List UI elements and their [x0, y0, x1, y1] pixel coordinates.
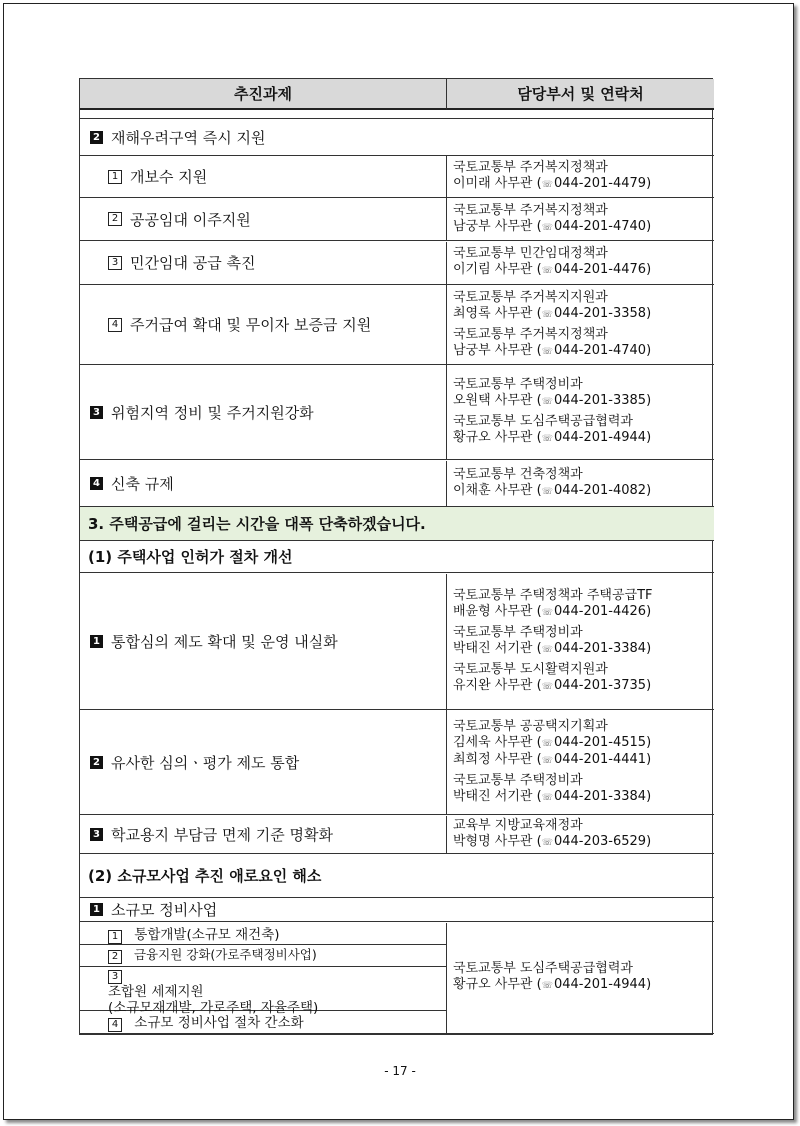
phone-icon: ☏	[541, 738, 553, 749]
contact-person: 남궁부 사무관	[453, 342, 533, 358]
item-c1	[80, 898, 714, 922]
contact-dept: 국토교통부 도심주택공급협력과	[453, 961, 633, 977]
contact-phone: 044-201-4740	[553, 342, 647, 358]
contact-phone: 044-201-3384	[553, 640, 647, 656]
sub-item-4	[80, 285, 447, 365]
box-number-icon: 4	[108, 1018, 122, 1032]
contact-person: 배윤형 사무관	[453, 603, 533, 619]
contact-block: 국토교통부 도심주택공급협력과 황규오 사무관 (☏044-201-4944)	[453, 414, 714, 447]
item-label: 유사한 심의ㆍ평가 제도 통합	[111, 753, 300, 772]
contact-block: 국토교통부 민간임대정책과 이기림 사무관 (☏044-201-4476)	[453, 246, 714, 279]
contact-person: 오원택 사무관	[453, 393, 533, 409]
phone-icon: ☏	[541, 434, 553, 445]
phone-icon: ☏	[541, 222, 553, 233]
contact-block: 국토교통부 주거복지정책과 남궁부 사무관 (☏044-201-4740)	[453, 327, 714, 360]
contact-person: 남궁부 사무관	[453, 218, 533, 234]
square-number-icon: 4	[90, 477, 103, 490]
contact-dept: 국토교통부 주거복지지원과	[453, 289, 608, 305]
contact-person: 황규오 사무관	[453, 977, 533, 993]
contact-dept: 국토교통부 도시활력지원과	[453, 661, 608, 677]
square-number-icon: 3	[90, 828, 103, 841]
sub-item-label-detail: (소규모재개발, 가로주택, 자율주택)	[108, 1000, 319, 1017]
item-label: 통합심의 제도 확대 및 운영 내실화	[111, 632, 338, 651]
item-label: 학교용지 부담금 면제 기준 명확화	[111, 825, 333, 844]
contact-cell	[447, 198, 714, 241]
phone-icon: ☏	[541, 486, 553, 497]
contact-phone: 044-201-4426	[553, 603, 647, 619]
contact-dept: 국토교통부 주택정비과	[453, 624, 583, 640]
box-number-icon: 3	[108, 970, 122, 984]
contact-person: 박형명 사무관	[453, 833, 533, 849]
contact-phone: 044-201-3384	[553, 788, 647, 804]
sub-item-label: 소규모 정비사업 절차 간소화	[134, 1015, 304, 1032]
section-title-label: 3. 주택공급에 걸리는 시간을 대폭 단축하겠습니다.	[88, 515, 426, 534]
item-title-2	[80, 120, 714, 156]
item-b1	[80, 574, 447, 710]
contact-cell	[447, 574, 714, 710]
phone-icon: ☏	[541, 837, 553, 848]
sub-item-label: 개보수 지원	[130, 168, 208, 187]
contact-phone: 044-201-4944	[553, 977, 647, 993]
subsection-title-1	[80, 541, 714, 573]
contact-phone: 044-201-3358	[553, 305, 647, 321]
contact-block: 국토교통부 주거복지정책과 남궁부 사무관 (☏044-201-4740)	[453, 203, 714, 236]
sub-item-label: 민간임대 공급 촉진	[130, 254, 256, 273]
sub-items-group	[80, 923, 447, 1034]
contact-cell	[447, 710, 714, 815]
contact-person: 유지완 사무관	[453, 677, 533, 693]
contact-block: 국토교통부 주거복지정책과 이미래 사무관 (☏044-201-4479)	[453, 160, 714, 193]
contact-phone: 044-201-4740	[553, 218, 647, 234]
contact-cell	[447, 923, 714, 1034]
sub-item-label: 통합개발(소규모 재건축)	[134, 926, 280, 943]
contact-phone: 044-201-4082	[553, 482, 647, 498]
header-contact	[447, 79, 714, 110]
section-title	[80, 507, 714, 541]
contact-block: 국토교통부 건축정책과 이채훈 사무관 (☏044-201-4082)	[453, 467, 714, 500]
contact-dept: 국토교통부 민간임대정책과	[453, 246, 608, 262]
sub-item-1	[80, 156, 447, 198]
square-number-icon: 1	[90, 635, 103, 648]
contact-dept: 국토교통부 주거복지정책과	[453, 160, 608, 176]
contact-phone: 044-201-3735	[553, 677, 647, 693]
contact-person: 이기림 사무관	[453, 262, 533, 278]
phone-icon: ☏	[541, 266, 553, 277]
contact-block: 국토교통부 도심주택공급협력과 황규오 사무관 (☏044-201-4944)	[453, 961, 714, 994]
contact-dept: 교육부 지방교육재정과	[453, 817, 583, 833]
item-3	[80, 365, 447, 460]
sub-item-3	[80, 242, 447, 285]
header-contact-label: 담당부서 및 연락처	[517, 85, 644, 103]
box-number-icon: 1	[108, 930, 122, 944]
contact-block: 국토교통부 주택정비과 박태진 서기관 (☏044-201-3384)	[453, 625, 714, 658]
contact-cell	[447, 365, 714, 460]
contact-dept: 국토교통부 도심주택공급협력과	[453, 414, 633, 430]
contact-phone: 044-201-4441	[553, 751, 647, 767]
subsection-title-2	[80, 854, 714, 898]
contact-person: 최희정 사무관	[453, 751, 533, 767]
square-number-icon: 2	[90, 756, 103, 769]
contact-person: 황규오 사무관	[453, 430, 533, 446]
sub-item-label: 금융지원 강화(가로주택정비사업)	[133, 946, 317, 962]
sub-item-label: 주거급여 확대 및 무이자 보증금 지원	[130, 316, 372, 335]
box-number-icon: 4	[108, 318, 122, 332]
contact-block: 국토교통부 주택정책과 주택공급TF 배윤형 사무관 (☏044-201-4426)	[453, 588, 714, 621]
contact-dept: 국토교통부 주택정책과 주택공급TF	[453, 587, 653, 603]
phone-icon: ☏	[541, 755, 553, 766]
sub-item-c1	[80, 923, 446, 945]
contact-dept: 국토교통부 주택정비과	[453, 377, 583, 393]
item-label: 위험지역 정비 및 주거지원강화	[111, 403, 314, 422]
contact-cell	[447, 285, 714, 365]
phone-icon: ☏	[541, 346, 553, 357]
contact-phone: 044-201-4944	[553, 430, 647, 446]
sub-item-label: 공공임대 이주지원	[130, 210, 251, 229]
contact-table	[79, 78, 713, 1035]
spacer-row	[80, 110, 714, 119]
contact-phone: 044-201-4476	[553, 262, 647, 278]
contact-dept: 국토교통부 주거복지정책과	[453, 202, 608, 218]
sub-item-c4	[80, 1011, 446, 1032]
phone-icon: ☏	[541, 981, 553, 992]
contact-person: 최영록 사무관	[453, 305, 533, 321]
contact-dept: 국토교통부 공공택지기획과	[453, 718, 608, 734]
contact-person: 박태진 서기관	[453, 788, 533, 804]
box-number-icon: 1	[108, 170, 122, 184]
contact-person: 이채훈 사무관	[453, 482, 533, 498]
contact-phone: 044-201-4515	[553, 734, 647, 750]
square-number-icon: 3	[90, 406, 103, 419]
contact-cell	[447, 156, 714, 198]
sub-item-c2	[80, 945, 446, 967]
phone-icon: ☏	[541, 397, 553, 408]
contact-block: 국토교통부 주거복지지원과 최영록 사무관 (☏044-201-3358)	[453, 290, 714, 323]
phone-icon: ☏	[541, 792, 553, 803]
contact-block: 국토교통부 주택정비과 박태진 서기관 (☏044-201-3384)	[453, 773, 714, 806]
contact-dept: 국토교통부 주거복지정책과	[453, 326, 608, 342]
square-number-icon: 2	[90, 131, 103, 144]
contact-dept: 국토교통부 주택정비과	[453, 772, 583, 788]
contact-person: 이미래 사무관	[453, 176, 533, 192]
phone-icon: ☏	[541, 607, 553, 618]
contact-phone: 044-203-6529	[553, 833, 647, 849]
box-number-icon: 2	[108, 212, 122, 226]
page-number: - 17 -	[384, 1064, 416, 1078]
phone-icon: ☏	[541, 309, 553, 320]
item-label: 소규모 정비사업	[111, 901, 218, 920]
contact-block: 국토교통부 도시활력지원과 유지완 사무관 (☏044-201-3735)	[453, 662, 714, 695]
contact-block: 국토교통부 공공택지기획과 김세욱 사무관 (☏044-201-4515) 최희정 사무관 (☏044-201-4441)	[453, 719, 714, 769]
contact-dept: 국토교통부 건축정책과	[453, 466, 583, 482]
sub-item-2	[80, 198, 447, 241]
phone-icon: ☏	[541, 681, 553, 692]
subsection-title-label: (1) 주택사업 인허가 절차 개선	[88, 548, 293, 567]
phone-icon: ☏	[541, 644, 553, 655]
contact-block: 국토교통부 주택정비과 오원택 사무관 (☏044-201-3385)	[453, 377, 714, 410]
item-4	[80, 461, 447, 507]
subsection-title-label: (2) 소규모사업 추진 애로요인 해소	[88, 866, 322, 885]
contact-phone: 044-201-4479	[553, 176, 647, 192]
box-number-icon: 3	[108, 256, 122, 270]
contact-person: 김세욱 사무관	[453, 734, 533, 750]
square-number-icon: 1	[90, 903, 103, 916]
contact-cell	[447, 816, 714, 854]
item-b3	[80, 816, 447, 854]
contact-cell	[447, 461, 714, 507]
sub-item-label: 조합원 세제지원	[108, 984, 204, 1001]
box-number-icon: 2	[108, 950, 122, 964]
contact-cell	[447, 242, 714, 285]
header-task-label: 추진과제	[234, 85, 292, 103]
item-label: 신축 규제	[111, 474, 174, 493]
header-task	[80, 79, 447, 110]
contact-person: 박태진 서기관	[453, 640, 533, 656]
contact-block: 교육부 지방교육재정과 박형명 사무관 (☏044-203-6529)	[453, 818, 714, 851]
contact-phone: 044-201-3385	[553, 393, 647, 409]
sub-item-c3	[80, 967, 446, 1017]
item-b2	[80, 710, 447, 815]
item-label: 재해우려구역 즉시 지원	[111, 128, 266, 147]
phone-icon: ☏	[541, 180, 553, 191]
